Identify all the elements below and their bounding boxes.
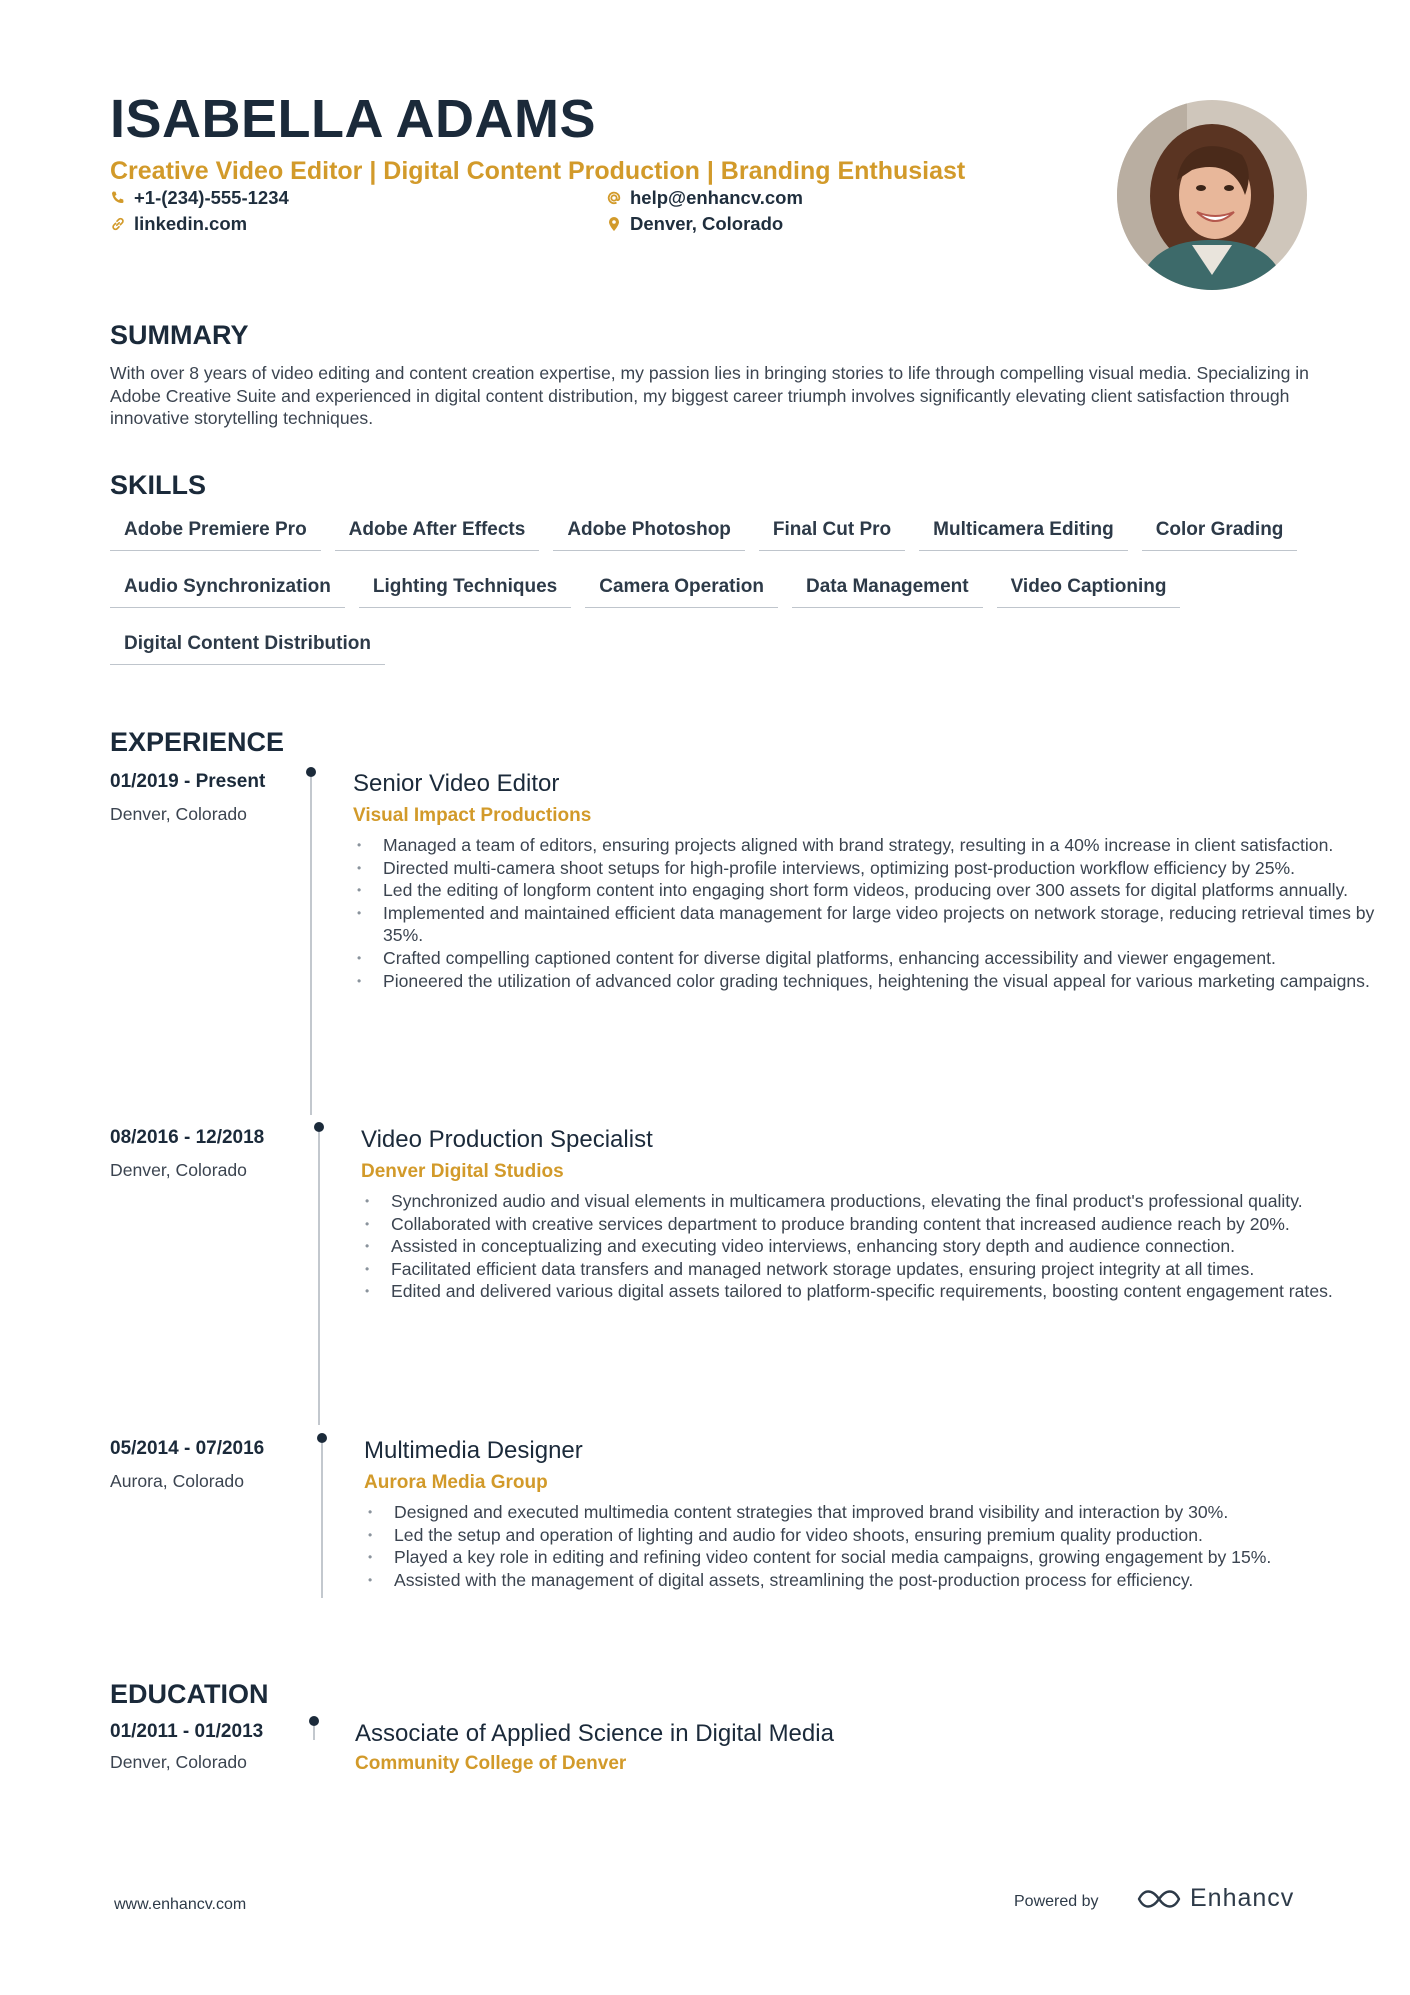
list-item: • Edited and delivered various digital assets tailored to platform-specific requirements, boosting content engagement rates. [363, 1280, 1393, 1303]
headline: Creative Video Editor | Digital Content Production | Branding Enthusiast [110, 157, 966, 185]
timeline-dot [306, 767, 316, 777]
job-dates: 08/2016 - 12/2018 [110, 1127, 265, 1148]
phone-text: +1-(234)-555-1234 [134, 187, 289, 208]
timeline-dot [317, 1433, 327, 1443]
skills-list [110, 514, 1310, 665]
job-title: Senior Video Editor [353, 770, 560, 797]
timeline-line [310, 777, 312, 1115]
skill-tag: Lighting Techniques [359, 571, 571, 608]
education-location: Denver, Colorado [110, 1752, 247, 1772]
summary-heading: SUMMARY [110, 320, 249, 350]
skill-tag: Final Cut Pro [759, 514, 905, 551]
list-item: • Led the setup and operation of lighting and audio for video shoots, ensuring premium quality production. [366, 1524, 1396, 1547]
portrait-image [1117, 100, 1307, 290]
company-name: Denver Digital Studios [361, 1161, 564, 1182]
list-item: • Assisted in conceptualizing and executing video interviews, enhancing story depth and audience connection. [363, 1235, 1393, 1258]
timeline-line [321, 1443, 323, 1598]
company-name: Visual Impact Productions [353, 805, 592, 826]
skill-tag: Audio Synchronization [110, 571, 345, 608]
list-item: • Assisted with the management of digital assets, streamlining the post-production process for efficiency. [366, 1569, 1396, 1592]
skill-tag: Adobe After Effects [335, 514, 540, 551]
school-name: Community College of Denver [355, 1753, 627, 1774]
summary-text: With over 8 years of video editing and content creation expertise, my passion lies in bringing stories to life through compelling visual media. Specializing in Adobe Creative Suite and experienced in digital content distribution, my biggest career triumph involves significantly elevating client satisfaction through innovative storytelling techniques. [110, 363, 1309, 428]
list-item: • Crafted compelling captioned content for diverse digital platforms, enhancing accessibility and viewer engagement. [355, 947, 1385, 970]
location-pin-icon [606, 216, 622, 232]
timeline-line [313, 1726, 315, 1740]
skill-tag: Multicamera Editing [919, 514, 1128, 551]
list-item: • Managed a team of editors, ensuring projects aligned with brand strategy, resulting in a 40% increase in client satisfaction. [355, 834, 1385, 857]
company-name: Aurora Media Group [364, 1472, 548, 1493]
location-text: Denver, Colorado [630, 213, 784, 234]
degree-title: Associate of Applied Science in Digital Media [355, 1720, 834, 1747]
job-location: Denver, Colorado [110, 1160, 247, 1180]
timeline-line [318, 1132, 320, 1425]
profile-photo [1117, 100, 1307, 290]
skill-tag: Color Grading [1142, 514, 1298, 551]
list-item: • Implemented and maintained efficient data management for large video projects on network storage, reducing retrieval times by 35%. [355, 902, 1385, 947]
link-icon [110, 216, 126, 232]
job-title: Multimedia Designer [364, 1437, 583, 1464]
at-icon [606, 190, 622, 206]
enhancv-logo[interactable] [1136, 1884, 1294, 1913]
education-heading: EDUCATION [110, 1679, 269, 1709]
list-item: • Facilitated efficient data transfers and managed network storage updates, ensuring project integrity at all times. [363, 1258, 1393, 1281]
job-location: Aurora, Colorado [110, 1471, 244, 1491]
skill-tag: Adobe Premiere Pro [110, 514, 321, 551]
list-item: • Played a key role in editing and refining video content for social media campaigns, growing engagement by 15%. [366, 1546, 1396, 1569]
contact-location [606, 213, 783, 235]
job-location: Denver, Colorado [110, 804, 247, 824]
skill-tag: Digital Content Distribution [110, 628, 385, 665]
contact-email[interactable] [606, 187, 803, 209]
skill-tag: Data Management [792, 571, 983, 608]
list-item: • Pioneered the utilization of advanced color grading techniques, heightening the visual appeal for various marketing campaigns. [355, 970, 1385, 993]
skill-tag: Adobe Photoshop [553, 514, 745, 551]
enhancv-logo-icon [1136, 1886, 1182, 1912]
linkedin-text: linkedin.com [134, 213, 248, 234]
list-item: • Synchronized audio and visual elements in multicamera productions, elevating the final product's professional quality. [363, 1190, 1393, 1213]
list-item: • Designed and executed multimedia content strategies that improved brand visibility and interaction by 30%. [366, 1501, 1396, 1524]
footer-website[interactable]: www.enhancv.com [114, 1896, 247, 1913]
skills-heading: SKILLS [110, 470, 207, 500]
contact-phone [110, 187, 289, 209]
job-bullets [366, 1501, 1396, 1591]
timeline-dot [314, 1122, 324, 1132]
list-item: • Directed multi-camera shoot setups for high-profile interviews, optimizing post-production workflow efficiency by 25%. [355, 857, 1385, 880]
contact-linkedin[interactable] [110, 213, 247, 235]
list-item: • Collaborated with creative services department to produce branding content that increased audience reach by 20%. [363, 1213, 1393, 1236]
candidate-name: ISABELLA ADAMS [110, 89, 596, 149]
timeline-dot [309, 1716, 319, 1726]
enhancv-wordmark: Enhancv [1190, 1884, 1295, 1912]
job-dates: 01/2019 - Present [110, 771, 266, 792]
powered-by-label: Powered by [1014, 1893, 1099, 1910]
job-title: Video Production Specialist [361, 1126, 653, 1153]
phone-icon [110, 190, 126, 206]
list-item: • Led the editing of longform content into engaging short form videos, producing over 300 assets for digital platforms annually. [355, 879, 1385, 902]
email-text: help@enhancv.com [630, 187, 803, 208]
job-bullets [355, 834, 1385, 992]
job-bullets [363, 1190, 1393, 1303]
education-dates: 01/2011 - 01/2013 [110, 1721, 264, 1742]
skill-tag: Camera Operation [585, 571, 778, 608]
skill-tag: Video Captioning [997, 571, 1181, 608]
job-dates: 05/2014 - 07/2016 [110, 1438, 265, 1459]
experience-heading: EXPERIENCE [110, 727, 285, 757]
